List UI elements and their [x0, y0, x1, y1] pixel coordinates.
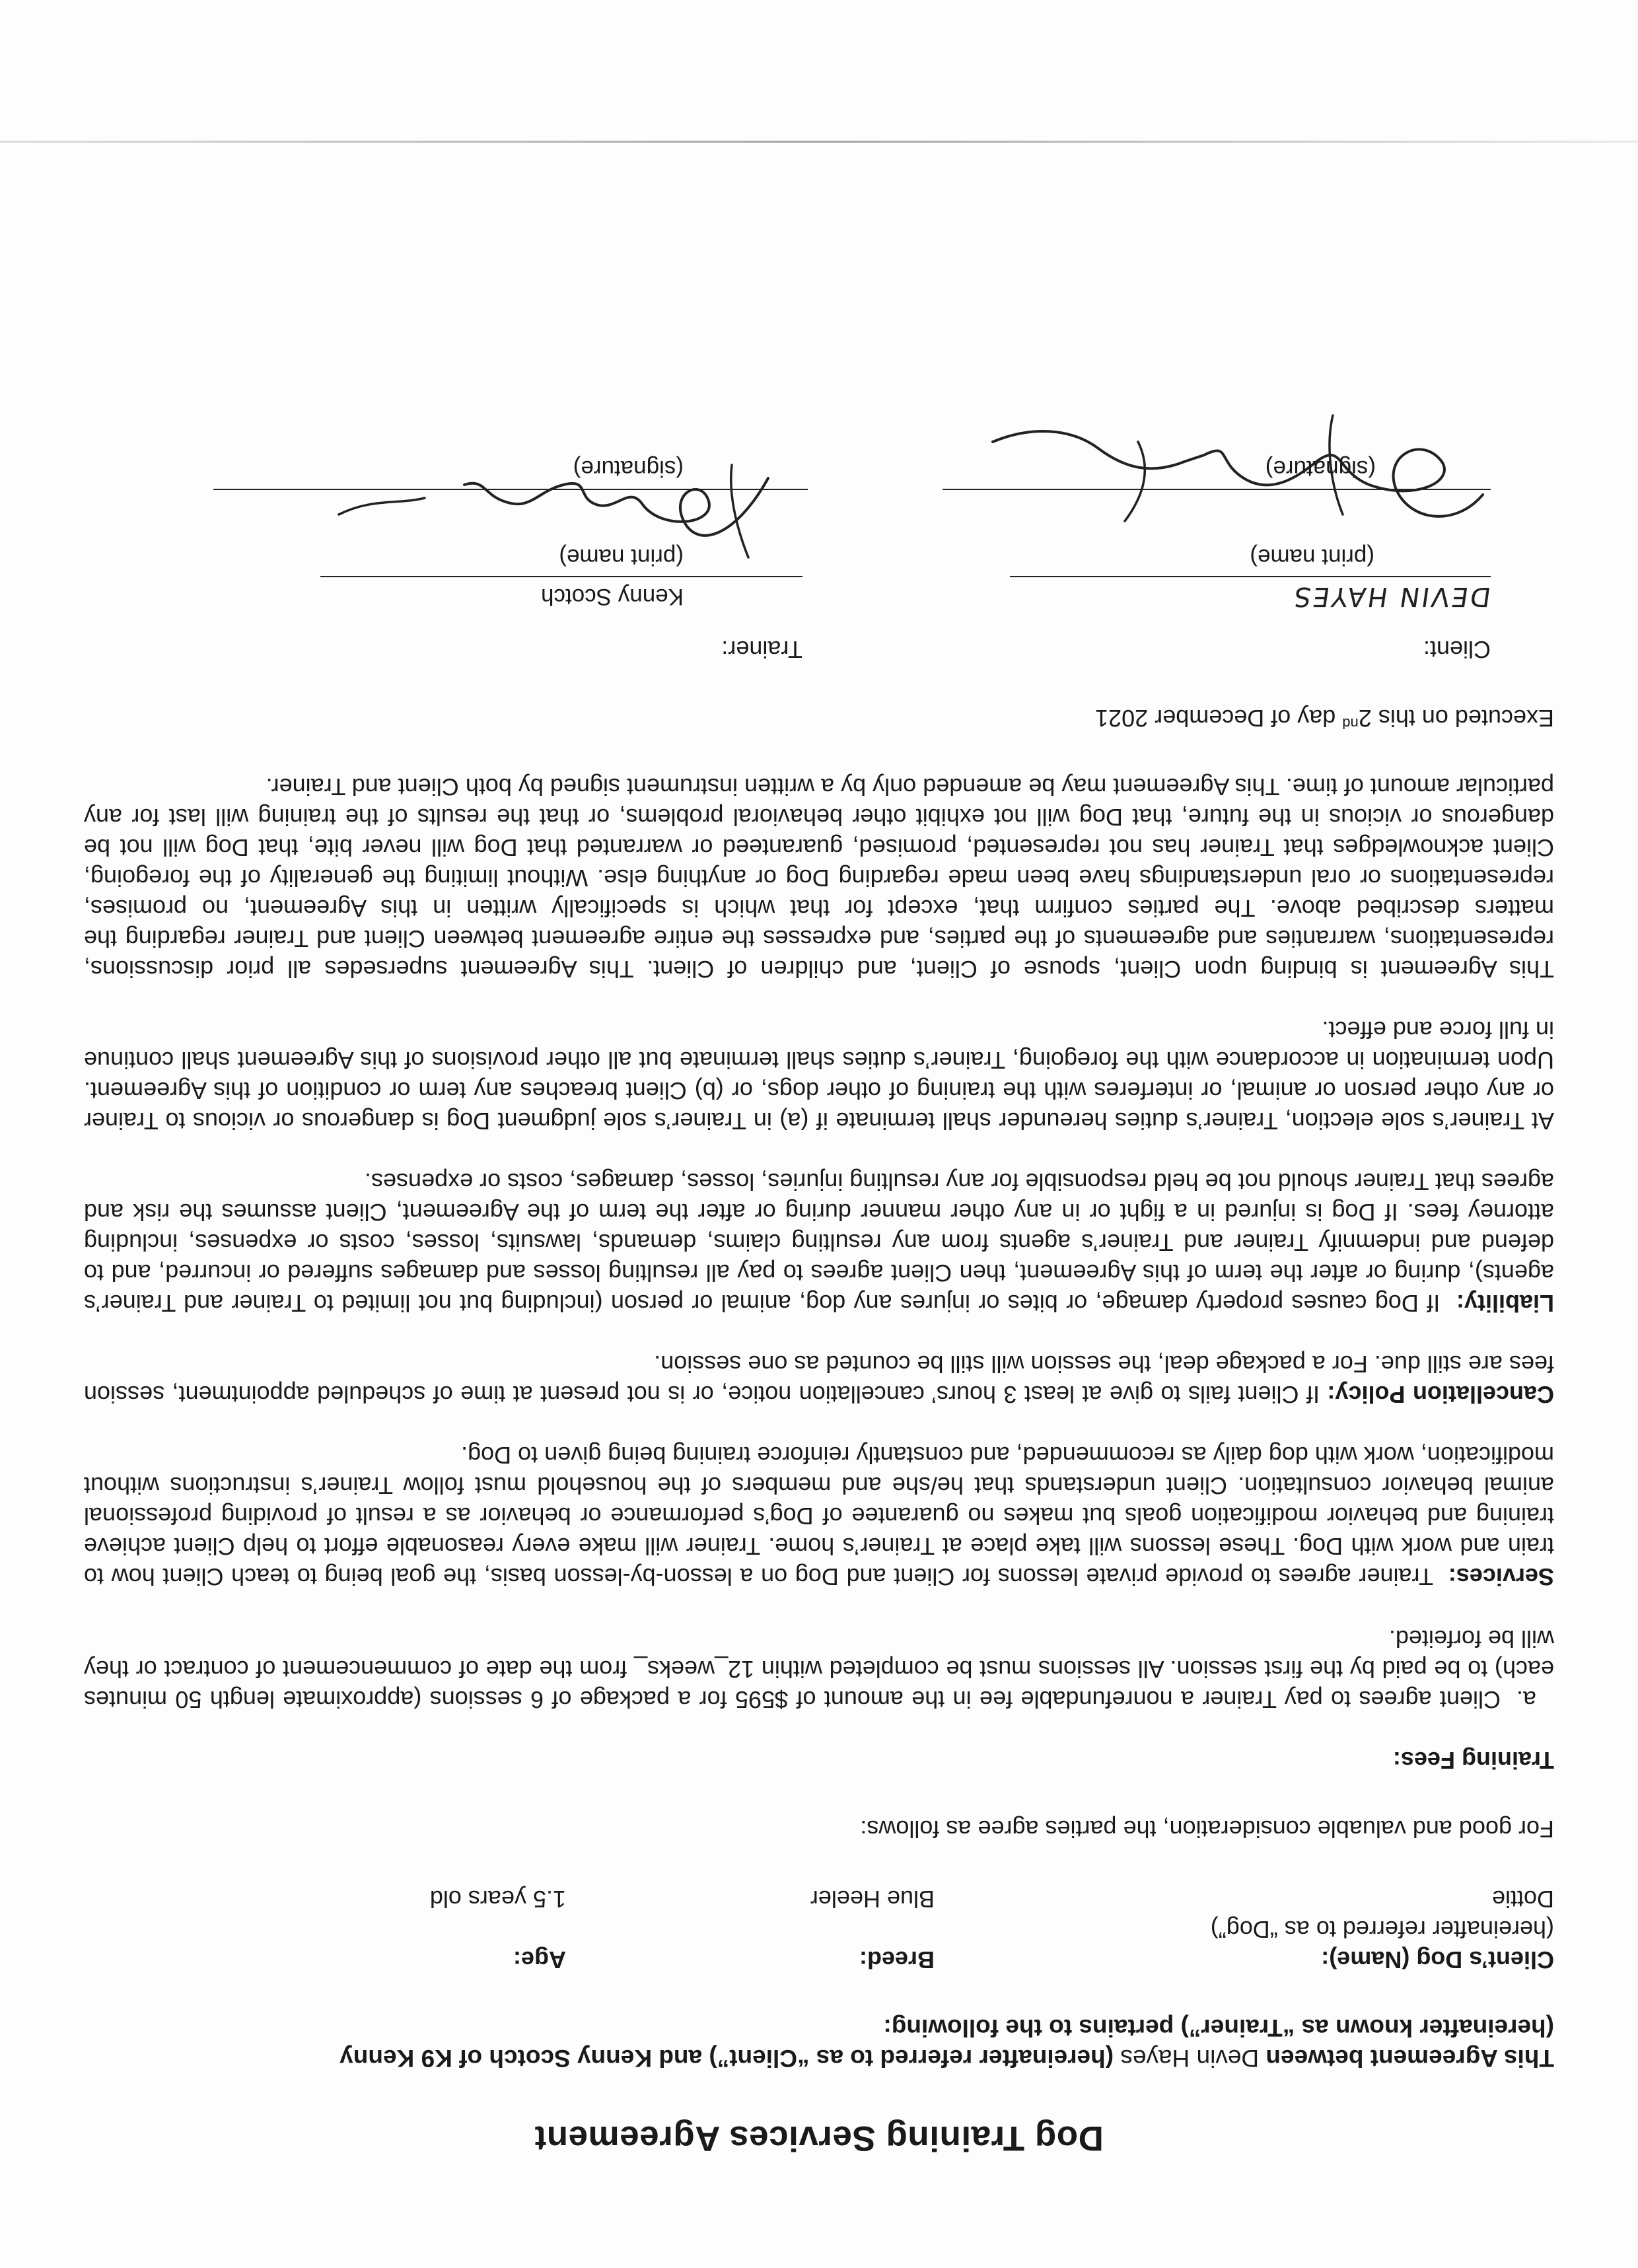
client-name: Devin Hayes	[1120, 2045, 1260, 2072]
cancellation-heading: Cancellation Policy:	[1327, 1381, 1554, 1408]
client-label: Client:	[1423, 636, 1491, 663]
entire-agreement-paragraph: This Agreement is binding upon Client, spouse of Client, and children of Client. This Agreement supersedes all prior discussions, representations, warranties and agreements of the parties, and expresses the entire agreement between Client and Trainer regarding the matters described above. The parties confirm that, except for that which is specifically written in this Agreement, no promises, representations or oral understandings have been made regarding Dog or anything else. Without limiting the generality of the foregoing, Client acknowledges that Trainer has not represented, promised, guaranteed or warranted that Dog will never bite, that Dog will not be dangerous or vicious in the future, that Dog will not exhibit other behavioral problems, or that the results of the training will last for any particular amount of time. This Agreement may be amended only by a written instrument signed by both Client and Trainer.	[84, 773, 1554, 983]
training-fees-section	[84, 1745, 1554, 1775]
trainer-clause: (hereinafter known as “Trainer”) pertains to the following:	[883, 2014, 1554, 2041]
signature-block	[84, 339, 1554, 683]
cancellation-section	[84, 1349, 1554, 1409]
client-signature-caption: (signature)	[1265, 456, 1376, 481]
executed-ordinal: nd	[1342, 715, 1359, 732]
services-section	[84, 1440, 1554, 1592]
client-print-name-line	[1010, 576, 1491, 577]
client-signature-mark	[979, 409, 1495, 541]
client-print-name-caption: (print name)	[1250, 544, 1374, 570]
client-print-name-handwritten: DEVIN HAYES	[1290, 581, 1493, 612]
training-fees-text: Client agrees to pay Trainer a nonrefundable fee in the amount of $595 for a package of 6 sessions (approximate length 50 minutes each) to be paid by the first session. All sessions must be completed within 12_weeks_ from the date of commencement of contract or they will be forfeited.	[84, 1625, 1554, 1713]
document-title: Dog Training Services Agreement	[534, 2119, 1104, 2158]
dog-name-label: Client’s Dog (Name):	[1321, 1946, 1554, 1973]
parties-intro: This Agreement between	[1265, 2045, 1554, 2072]
trainer-signature-line	[213, 489, 808, 490]
parties-statement	[84, 2012, 1554, 2073]
executed-prefix: Executed on this 2	[1358, 705, 1554, 732]
liability-heading: Liability:	[1456, 1290, 1554, 1317]
dog-age-label: Age:	[513, 1946, 566, 1973]
item-letter: a.	[1516, 1686, 1536, 1713]
scan-edge-line	[0, 141, 1638, 143]
cancellation-text: If Client fails to give at least 3 hours’ cancellation notice, or is not present at time of scheduled appointment, session fees are still due. For a package deal, the session will still be counted as one session.	[84, 1351, 1554, 1408]
trainer-signature-caption: (signature)	[573, 456, 684, 481]
training-fees-item-a	[84, 1623, 1554, 1715]
trainer-print-name-typed: Kenny Scotch	[541, 584, 684, 610]
client-clause: (hereinafter referred to as “Client”) and Kenny Scotch of K9 Kenny	[339, 2045, 1114, 2072]
executed-suffix: day of December 2021	[1095, 705, 1343, 732]
client-signature-line	[943, 489, 1491, 490]
consideration-statement: For good and valuable consideration, the parties agree as follows:	[860, 1816, 1554, 1843]
liability-section	[84, 1166, 1554, 1318]
dog-details	[84, 1882, 1554, 1975]
dog-age-value: 1.5 years old	[429, 1886, 566, 1913]
dog-name-value: Dottie	[1491, 1886, 1554, 1913]
agreement-body	[84, 339, 1554, 2159]
services-heading: Services:	[1448, 1563, 1554, 1590]
termination-paragraph: At Trainer’s sole election, Trainer’s duties hereunder shall terminate if (a) in Trainer’s sole judgment Dog is dangerous or vicious to Trainer or any other person or animal, or interferes with the training of other dogs, or (b) Client breaches any term or condition of this Agreement. Upon termination in accordance with the foregoing, Trainer’s duties shall terminate but all other provisions of this Agreement shall continue in full force and effect.	[84, 1016, 1554, 1135]
dog-referred-note: (hereinafter referred to as “Dog”)	[1210, 1916, 1554, 1943]
dog-breed-value: Blue Heeler	[810, 1886, 935, 1913]
trainer-label: Trainer:	[721, 636, 802, 663]
execution-date	[84, 703, 1554, 738]
trainer-signature-mark	[332, 458, 795, 577]
trainer-print-name-caption: (print name)	[559, 544, 684, 570]
dog-breed-label: Breed:	[859, 1946, 935, 1973]
services-text: Trainer agrees to provide private lessons for Client and Dog on a lesson-by-lesson basis, the goal being to teach Client how to train and work with Dog. These lessons will take place at Trainer’s home. Trainer will make every reasonable effort to help Client achieve training and behavior modification goals but makes no guarantee of Dog’s performance or behavior as a result of providing professional animal behavior consultation. Client understands that he/she and members of the household must follow Trainer’s instructions without modification, work with dog daily as recommended, and constantly reinforce training being given to Dog.	[83, 1442, 1554, 1590]
liability-text: If Dog causes property damage, or bites or injures any dog, animal or person (including but not limited to Trainer and Trainer’s agents), during or after the term of this Agreement, then Client agrees to pay all resulting losses and damages suffered or incurred, and to defend and indemnify Trainer and Trainer’s agents from any resulting claims, demands, lawsuits, losses, costs or expenses, including attorney fees. If Dog is injured in a fight or in any other manner during or after the term of the Agreement, Client assumes the risk and agrees that Trainer should not be held responsible for any resulting injuries, losses, damages, costs or expenses.	[84, 1168, 1554, 1317]
training-fees-heading: Training Fees:	[1392, 1747, 1554, 1774]
